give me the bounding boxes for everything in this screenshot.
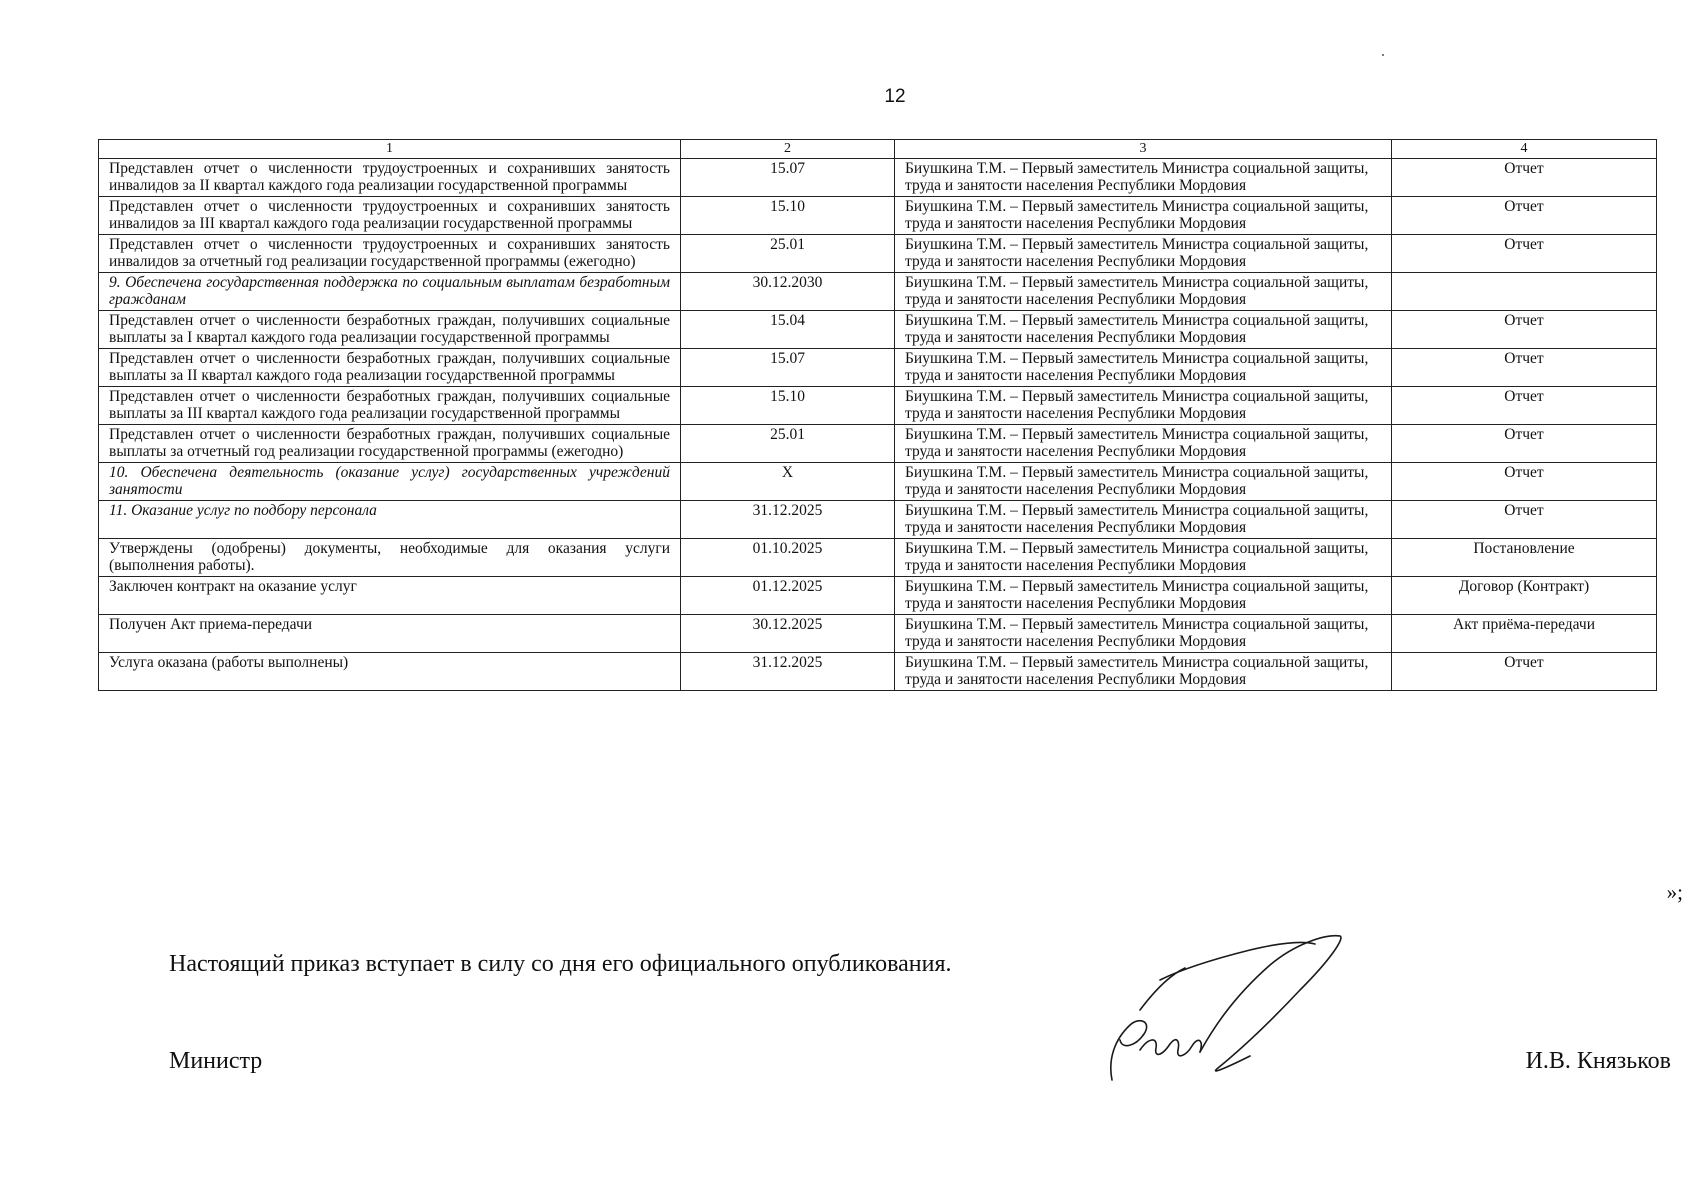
table-row xyxy=(99,235,1657,273)
column-header: 2 xyxy=(681,140,895,159)
handwritten-signature xyxy=(1100,930,1350,1090)
measure-description-cell: Представлен отчет о численности безработных граждан, получивших социальные выплаты за I квартал каждого года реализации государственной программы xyxy=(99,311,681,349)
responsible-person-cell: Биушкина Т.М. – Первый заместитель Министра социальной защиты, труда и занятости населения Республики Мордовия xyxy=(895,425,1392,463)
measure-description-cell: Утверждены (одобрены) документы, необходимые для оказания услуги (выполнения работы). xyxy=(99,539,681,577)
document-type-cell: Отчет xyxy=(1392,501,1657,539)
page-number: 12 xyxy=(884,86,906,107)
responsible-person-cell: Биушкина Т.М. – Первый заместитель Министра социальной защиты, труда и занятости населения Республики Мордовия xyxy=(895,387,1392,425)
measure-description-cell: Услуга оказана (работы выполнены) xyxy=(99,653,681,691)
deadline-cell: 25.01 xyxy=(681,425,895,463)
deadline-cell: 01.10.2025 xyxy=(681,539,895,577)
signer-name: И.В. Князьков xyxy=(1525,1048,1671,1074)
document-type-cell: Отчет xyxy=(1392,349,1657,387)
table-row xyxy=(99,387,1657,425)
document-type-cell: Отчет xyxy=(1392,387,1657,425)
table-row xyxy=(99,539,1657,577)
deadline-cell: 30.12.2025 xyxy=(681,615,895,653)
table-row xyxy=(99,159,1657,197)
responsible-person-cell: Биушкина Т.М. – Первый заместитель Министра социальной защиты, труда и занятости населения Республики Мордовия xyxy=(895,653,1392,691)
column-header: 4 xyxy=(1392,140,1657,159)
document-type-cell: Отчет xyxy=(1392,425,1657,463)
responsible-person-cell: Биушкина Т.М. – Первый заместитель Министра социальной защиты, труда и занятости населения Республики Мордовия xyxy=(895,273,1392,311)
measure-description-cell: Представлен отчет о численности безработных граждан, получивших социальные выплаты за отчетный год реализации государственной программы (ежегодно) xyxy=(99,425,681,463)
responsible-person-cell: Биушкина Т.М. – Первый заместитель Министра социальной защиты, труда и занятости населения Республики Мордовия xyxy=(895,311,1392,349)
responsible-person-cell: Биушкина Т.М. – Первый заместитель Министра социальной защиты, труда и занятости населения Республики Мордовия xyxy=(895,577,1392,615)
document-type-cell: Договор (Контракт) xyxy=(1392,577,1657,615)
document-type-cell: Отчет xyxy=(1392,311,1657,349)
document-type-cell: Акт приёма-передачи xyxy=(1392,615,1657,653)
signer-title: Министр xyxy=(169,1048,263,1074)
effective-date-statement: Настоящий приказ вступает в силу со дня его официального опубликования. xyxy=(169,951,952,977)
table-body xyxy=(99,159,1657,691)
deadline-cell: X xyxy=(681,463,895,501)
document-type-cell: Отчет xyxy=(1392,197,1657,235)
measure-description-cell: 10. Обеспечена деятельность (оказание услуг) государственных учреждений занятости xyxy=(99,463,681,501)
table-row xyxy=(99,463,1657,501)
table-row xyxy=(99,273,1657,311)
document-type-cell: Отчет xyxy=(1392,235,1657,273)
table-row xyxy=(99,349,1657,387)
responsible-person-cell: Биушкина Т.М. – Первый заместитель Министра социальной защиты, труда и занятости населения Республики Мордовия xyxy=(895,235,1392,273)
responsible-person-cell: Биушкина Т.М. – Первый заместитель Министра социальной защиты, труда и занятости населения Республики Мордовия xyxy=(895,501,1392,539)
deadline-cell: 15.04 xyxy=(681,311,895,349)
measure-description-cell: Представлен отчет о численности безработных граждан, получивших социальные выплаты за II квартал каждого года реализации государственной программы xyxy=(99,349,681,387)
document-type-cell xyxy=(1392,273,1657,311)
table-row xyxy=(99,653,1657,691)
measure-description-cell: Представлен отчет о численности трудоустроенных и сохранивших занятость инвалидов за отчетный год реализации государственной программы (ежегодно) xyxy=(99,235,681,273)
responsible-person-cell: Биушкина Т.М. – Первый заместитель Министра социальной защиты, труда и занятости населения Республики Мордовия xyxy=(895,349,1392,387)
measure-description-cell: Заключен контракт на оказание услуг xyxy=(99,577,681,615)
responsible-person-cell: Биушкина Т.М. – Первый заместитель Министра социальной защиты, труда и занятости населения Республики Мордовия xyxy=(895,159,1392,197)
document-type-cell: Отчет xyxy=(1392,463,1657,501)
measure-description-cell: Представлен отчет о численности безработных граждан, получивших социальные выплаты за III квартал каждого года реализации государственной программы xyxy=(99,387,681,425)
document-type-cell: Отчет xyxy=(1392,159,1657,197)
deadline-cell: 01.12.2025 xyxy=(681,577,895,615)
table-row xyxy=(99,501,1657,539)
deadline-cell: 31.12.2025 xyxy=(681,653,895,691)
deadline-cell: 15.07 xyxy=(681,159,895,197)
deadline-cell: 31.12.2025 xyxy=(681,501,895,539)
measure-description-cell: 9. Обеспечена государственная поддержка по социальным выплатам безработным гражданам xyxy=(99,273,681,311)
document-type-cell: Постановление xyxy=(1392,539,1657,577)
document-type-cell: Отчет xyxy=(1392,653,1657,691)
table-row xyxy=(99,197,1657,235)
deadline-cell: 25.01 xyxy=(681,235,895,273)
table-row xyxy=(99,311,1657,349)
measure-description-cell: Получен Акт приема-передачи xyxy=(99,615,681,653)
table-row xyxy=(99,615,1657,653)
deadline-cell: 30.12.2030 xyxy=(681,273,895,311)
closing-quote: »; xyxy=(1666,880,1683,904)
responsible-person-cell: Биушкина Т.М. – Первый заместитель Министра социальной защиты, труда и занятости населения Республики Мордовия xyxy=(895,539,1392,577)
measure-description-cell: 11. Оказание услуг по подбору персонала xyxy=(99,501,681,539)
column-header: 3 xyxy=(895,140,1392,159)
deadline-cell: 15.10 xyxy=(681,197,895,235)
table-header-row xyxy=(99,140,1657,159)
scan-speck xyxy=(1382,54,1384,56)
deadline-cell: 15.10 xyxy=(681,387,895,425)
measure-description-cell: Представлен отчет о численности трудоустроенных и сохранивших занятость инвалидов за II квартал каждого года реализации государственной программы xyxy=(99,159,681,197)
deadline-cell: 15.07 xyxy=(681,349,895,387)
responsible-person-cell: Биушкина Т.М. – Первый заместитель Министра социальной защиты, труда и занятости населения Республики Мордовия xyxy=(895,197,1392,235)
responsible-person-cell: Биушкина Т.М. – Первый заместитель Министра социальной защиты, труда и занятости населения Республики Мордовия xyxy=(895,463,1392,501)
measure-description-cell: Представлен отчет о численности трудоустроенных и сохранивших занятость инвалидов за III квартал каждого года реализации государственной программы xyxy=(99,197,681,235)
column-header: 1 xyxy=(99,140,681,159)
plan-table xyxy=(98,139,1657,691)
responsible-person-cell: Биушкина Т.М. – Первый заместитель Министра социальной защиты, труда и занятости населения Республики Мордовия xyxy=(895,615,1392,653)
table-row xyxy=(99,577,1657,615)
table-row xyxy=(99,425,1657,463)
